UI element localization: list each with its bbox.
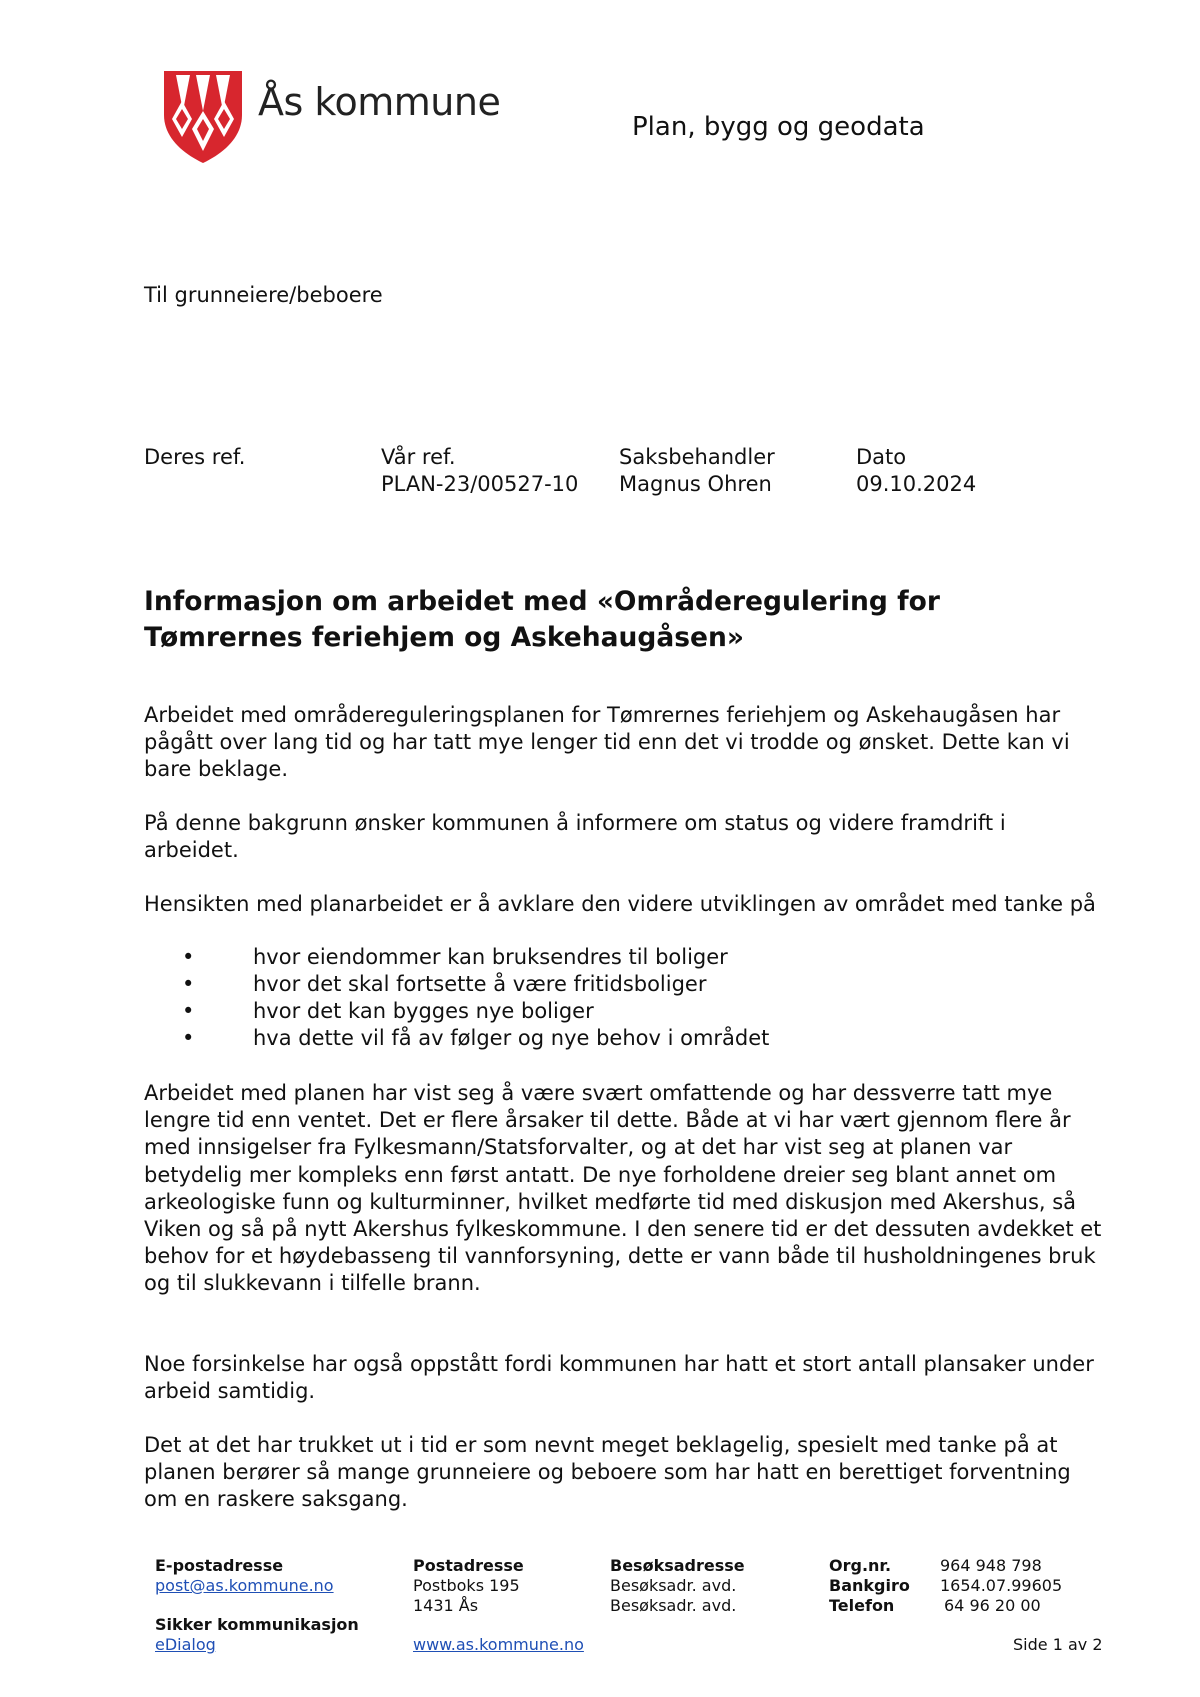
bullet-icon: • (182, 999, 195, 1023)
bullet-icon: • (182, 972, 195, 996)
footer-orgnr-value: 964 948 798 (940, 1556, 1042, 1575)
deres-ref-label: Deres ref. (144, 445, 246, 469)
var-ref-label: Vår ref. (381, 445, 456, 469)
footer-web-block (413, 1635, 584, 1655)
dato-value: 09.10.2024 (856, 472, 977, 496)
paragraph-intro: Arbeidet med områdereguleringsplanen for Tømrernes feriehjem og Askehaugåsen har pågått over lang tid og har tatt mye lenger tid enn det vi trodde og ønsket. Dette kan vi bare beklage. (144, 703, 1070, 782)
saksbehandler-label: Saksbehandler (619, 445, 775, 469)
footer-edialog-link[interactable]: eDialog (155, 1635, 216, 1654)
recipient-line: Til grunneiere/beboere (144, 283, 383, 307)
footer-orgnr-label: Org.nr. (829, 1556, 892, 1575)
footer-post-line1: Postboks 195 (413, 1576, 520, 1595)
footer-telefon-label: Telefon (829, 1596, 895, 1615)
footer-post-line2: 1431 Ås (413, 1596, 479, 1615)
footer-email-link[interactable]: post@as.kommune.no (155, 1576, 334, 1595)
footer-visit-block (610, 1556, 745, 1616)
bullet-icon: • (182, 945, 195, 969)
department-name: Plan, bygg og geodata (632, 112, 925, 142)
paragraph-purpose: Hensikten med planarbeidet er å avklare den videre utviklingen av området med tanke på (144, 892, 1096, 916)
list-item-text: hvor det kan bygges nye boliger (253, 999, 594, 1023)
paragraph-delay: Noe forsinkelse har også oppstått fordi kommunen har hatt et stort antall plansaker under arbeid samtidig. (144, 1352, 1094, 1404)
bullet-icon: • (182, 1026, 195, 1050)
footer-email-label: E-postadresse (155, 1556, 284, 1575)
municipality-shield-logo (162, 71, 244, 163)
footer-secure-block (155, 1615, 359, 1655)
footer-telefon-value: 64 96 20 00 (944, 1596, 1041, 1615)
paragraph-complexity: Arbeidet med planen har vist seg å være svært omfattende og har dessverre tatt mye lengre tid enn ventet. Det er flere årsaker til dette. Både at vi har vært gjennom flere år med innsigelser fra Fylkesmann/Statsforvalter, og at det har vist seg at planen var betydelig mer kompleks enn først antatt. De nye forholdene dreier seg blant annet om arkeologiske funn og kulturminner, hvilket medførte tid med diskusjon med Akershus, så Viken og så på nytt Akershus fylkeskommune. I den senere tid er det dessuten avdekket et behov for et høydebasseng til vannforsyning, dette er vann både til husholdningenes bruk og til slukkevann i tilfelle brann. (144, 1081, 1102, 1296)
footer-email-block (155, 1556, 334, 1596)
list-item-text: hvor det skal fortsette å være fritidsboliger (253, 972, 707, 996)
footer-visit-label: Besøksadresse (610, 1556, 745, 1575)
footer-bankgiro-label: Bankgiro (829, 1576, 910, 1595)
footer-secure-label: Sikker kommunikasjon (155, 1615, 359, 1634)
logo-wordmark: Ås kommune (258, 80, 501, 124)
var-ref-value: PLAN-23/00527-10 (381, 472, 579, 496)
saksbehandler-value: Magnus Ohren (619, 472, 772, 496)
letter-title: Informasjon om arbeidet med «Områderegulering for Tømrernes feriehjem og Askehaugåsen» (144, 586, 940, 653)
footer-org-labels (829, 1556, 910, 1616)
footer-web-link[interactable]: www.as.kommune.no (413, 1635, 584, 1654)
list-item-text: hva dette vil få av følger og nye behov i området (253, 1026, 770, 1050)
paragraph-background: På denne bakgrunn ønsker kommunen å informere om status og videre framdrift i arbeidet. (144, 811, 1006, 863)
footer-post-label: Postadresse (413, 1556, 524, 1575)
footer-org-values (940, 1556, 1062, 1616)
footer-post-block (413, 1556, 524, 1616)
page-number: Side 1 av 2 (1013, 1635, 1103, 1654)
paragraph-apology: Det at det har trukket ut i tid er som nevnt meget beklagelig, spesielt med tanke på at planen berører så mange grunneiere og beboere som har hatt en berettiget forventning om en raskere saksgang. (144, 1433, 1071, 1512)
footer-visit-line1: Besøksadr. avd. (610, 1576, 737, 1595)
footer-bankgiro-value: 1654.07.99605 (940, 1576, 1063, 1595)
dato-label: Dato (856, 445, 907, 469)
footer-visit-line2: Besøksadr. avd. (610, 1596, 737, 1615)
list-item-text: hvor eiendommer kan bruksendres til boliger (253, 945, 728, 969)
